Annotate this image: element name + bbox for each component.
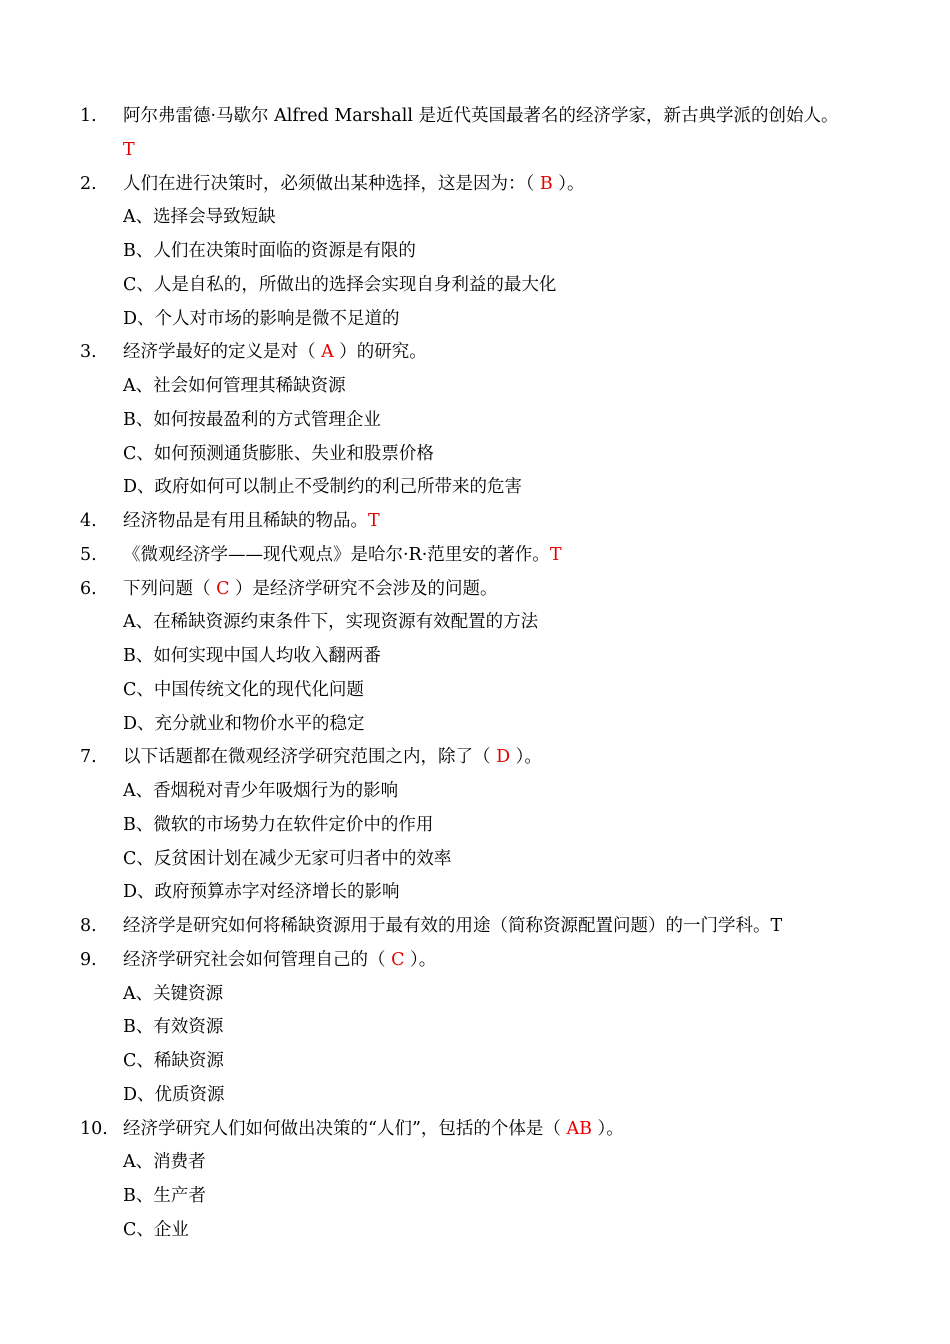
question-text: 《微观经济学——现代观点》是哈尔·R·范里安的著作。T [123,545,562,565]
option-a: A、消费者 [123,1152,206,1172]
option-d: D、优质资源 [123,1085,225,1105]
question-number: 4. [80,511,97,531]
question-text: 人们在进行决策时，必须做出某种选择，这是因为：（ B ）。 [123,174,585,194]
option-a: A、社会如何管理其稀缺资源 [123,376,346,396]
question-9 [0,943,950,977]
question-number: 10. [80,1119,108,1139]
option-b: B、生产者 [123,1186,206,1206]
option-c: C、人是自私的，所做出的选择会实现自身利益的最大化 [123,275,557,295]
answer-mark: A [321,342,334,362]
question-number: 3. [80,342,97,362]
question-2 [0,167,950,201]
question-text: 经济物品是有用且稀缺的物品。T [123,511,380,531]
option-a: A、选择会导致短缺 [123,207,276,227]
option-b: B、有效资源 [123,1017,224,1037]
option-b: B、如何实现中国人均收入翻两番 [123,646,381,666]
question-text: 经济学最好的定义是对（ A ）的研究。 [123,342,427,362]
option-c: C、稀缺资源 [123,1051,224,1071]
question-7 [0,740,950,774]
answer-mark: T [368,511,380,531]
option-a: A、在稀缺资源约束条件下，实现资源有效配置的方法 [123,612,539,632]
option-d: D、个人对市场的影响是微不足道的 [123,309,400,329]
option-c: C、反贫困计划在减少无家可归者中的效率 [123,849,452,869]
question-text: 以下话题都在微观经济学研究范围之内，除了（ D ）。 [123,747,542,767]
option-a: A、关键资源 [123,984,224,1004]
question-text: 下列问题（ C ）是经济学研究不会涉及的问题。 [123,579,498,599]
question-number: 6. [80,579,97,599]
option-a: A、香烟税对青少年吸烟行为的影响 [123,781,399,801]
option-d: D、政府如何可以制止不受制约的利己所带来的危害 [123,477,523,497]
option-b: B、微软的市场势力在软件定价中的作用 [123,815,434,835]
question-number: 2. [80,174,97,194]
answer-mark: T [549,545,562,565]
option-b: B、如何按最盈利的方式管理企业 [123,410,381,430]
answer-mark: C [391,950,405,970]
option-d: D、政府预算赤字对经济增长的影响 [123,882,400,902]
answer-mark: B [539,174,553,194]
option-c: C、中国传统文化的现代化问题 [123,680,364,700]
question-number: 8. [80,916,97,936]
answer-mark: D [496,747,511,767]
option-d: D、充分就业和物价水平的稳定 [123,714,365,734]
question-number: 9. [80,950,97,970]
question-text: 阿尔弗雷德·马歇尔 Alfred Marshall 是近代英国最著名的经济学家，新古典学派的创始人。 [123,106,839,126]
option-c: C、企业 [123,1220,189,1240]
question-text: 经济学研究社会如何管理自己的（ C ）。 [123,950,437,970]
question-5 [0,538,950,572]
answer-mark: AB [566,1119,592,1139]
option-b: B、人们在决策时面临的资源是有限的 [123,241,416,261]
question-1 [0,99,950,133]
question-10 [0,1112,950,1146]
question-6 [0,572,950,606]
question-text: 经济学是研究如何将稀缺资源用于最有效的用途（简称资源配置问题）的一门学科。T [123,916,783,936]
option-c: C、如何预测通货膨胀、失业和股票价格 [123,444,434,464]
question-1-answer-line [0,133,950,167]
answer-mark: T [123,140,135,160]
question-4 [0,504,950,538]
question-text: 经济学研究人们如何做出决策的“人们”，包括的个体是（ AB ）。 [123,1119,624,1139]
question-number: 7. [80,747,97,767]
question-number: 5. [80,545,97,565]
question-3 [0,335,950,369]
question-number: 1. [80,106,97,126]
question-8 [0,909,950,943]
answer-mark: C [216,579,230,599]
